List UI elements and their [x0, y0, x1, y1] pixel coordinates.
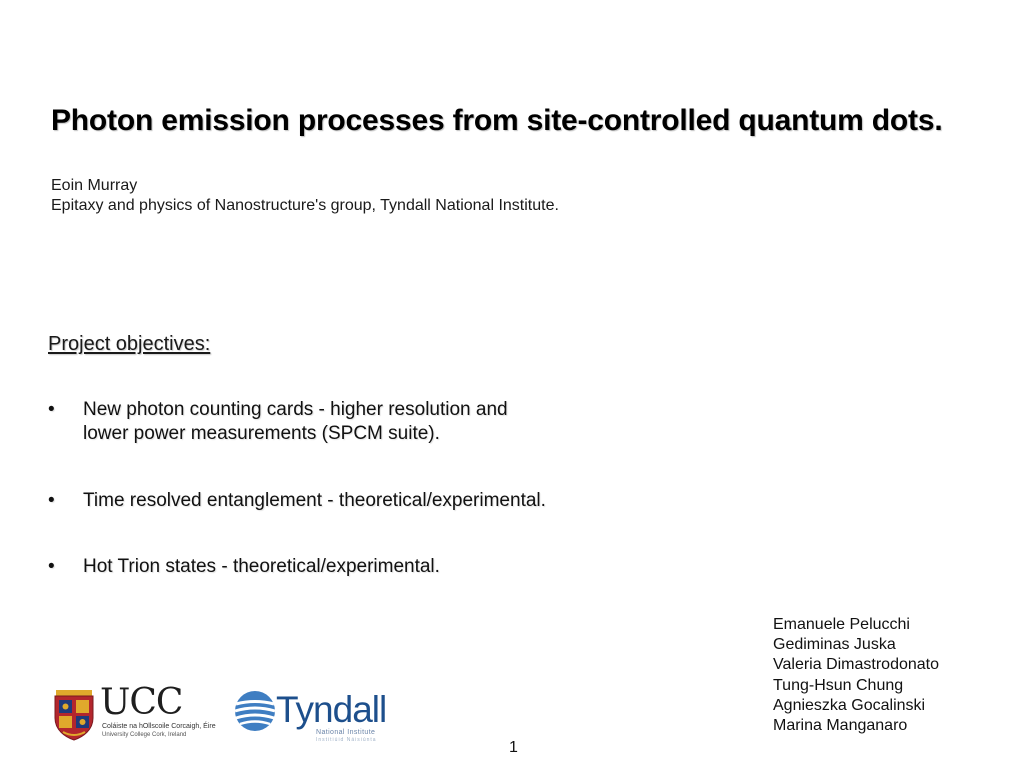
ucc-subtitle: University College Cork, Ireland	[102, 732, 187, 738]
bullet-icon: •	[48, 556, 55, 577]
collaborator-name: Tung-Hsun Chung	[773, 676, 904, 694]
objective-text-line: New photon counting cards - higher resolution and	[83, 399, 508, 420]
collaborator-name: Gediminas Juska	[773, 636, 896, 654]
collaborator-name: Valeria Dimastrodonato	[773, 656, 940, 674]
objective-item	[48, 489, 608, 513]
author-name: Eoin Murray	[51, 177, 138, 194]
ucc-wordmark: UCC	[100, 682, 183, 723]
objectives-list	[48, 398, 608, 579]
objective-text-line: lower power measurements (SPCM suite).	[83, 423, 440, 444]
objective-item	[48, 555, 608, 579]
tyndall-globe-icon	[234, 690, 276, 732]
tyndall-wordmark: Tyndall	[276, 689, 387, 730]
bullet-icon: •	[48, 399, 55, 420]
page-number: 1	[509, 739, 518, 756]
ucc-crest-icon	[53, 688, 95, 742]
objectives-heading: Project objectives:	[48, 333, 211, 355]
collaborator-name: Marina Manganaro	[773, 717, 908, 735]
objective-item	[48, 398, 608, 446]
author-affiliation: Epitaxy and physics of Nanostructure's group, Tyndall National Institute.	[51, 197, 559, 214]
ucc-subtitle: Coláiste na hOllscoile Corcaigh, Éire	[102, 723, 216, 730]
tyndall-subtitle: Institiúid Náisiúnta	[316, 737, 377, 743]
objective-text-line: Hot Trion states - theoretical/experimental.	[83, 556, 440, 577]
objective-text-line: Time resolved entanglement - theoretical/experimental.	[83, 490, 546, 511]
collaborator-name: Emanuele Pelucchi	[773, 616, 910, 633]
tyndall-subtitle: National Institute	[316, 729, 376, 736]
author-block	[51, 176, 559, 216]
collaborator-name: Agnieszka Gocalinski	[773, 696, 926, 714]
collaborators-list	[773, 615, 939, 736]
slide-title: Photon emission processes from site-controlled quantum dots.	[51, 104, 943, 137]
bullet-icon: •	[48, 490, 55, 511]
tyndall-logo	[234, 688, 399, 742]
ucc-logo	[53, 682, 216, 742]
